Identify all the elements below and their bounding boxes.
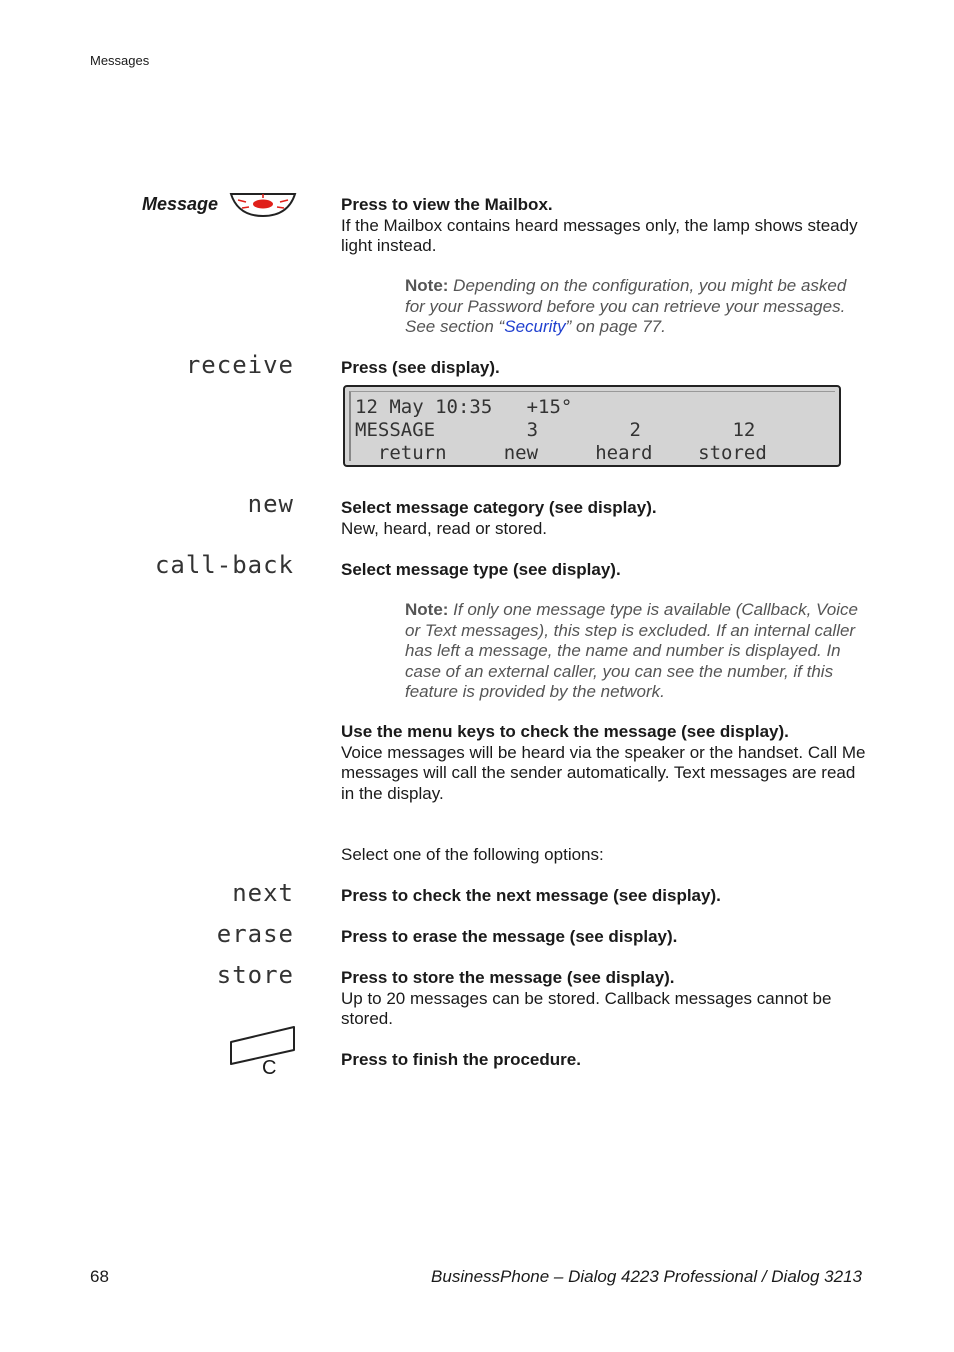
display-line-1: 12 May 10:35 +15°: [355, 396, 573, 418]
step-heading: Press to erase the message (see display).: [341, 927, 678, 946]
step-heading: Use the menu keys to check the message (see display).: [341, 722, 789, 741]
step-heading: Press to store the message (see display).: [341, 968, 675, 987]
step-store: [341, 968, 866, 1030]
step-select-type: [341, 560, 866, 581]
message-key-label: Message: [142, 194, 219, 214]
step-view-mailbox: [341, 195, 866, 257]
step-finish: [341, 1050, 866, 1071]
note-text-end: ” on page 77.: [565, 317, 666, 336]
step-receive: [341, 358, 866, 379]
note-label: Note:: [405, 276, 449, 295]
step-erase: [341, 927, 866, 948]
message-lamp-key-icon[interactable]: [228, 190, 298, 220]
step-text: New, heard, read or stored.: [341, 518, 548, 538]
note-text: Depending on the configuration, you might be asked for your Password before you can retrieve your messages. See section “: [405, 276, 847, 336]
step-heading: Select message category (see display).: [341, 498, 657, 517]
receive-softkey[interactable]: receive: [185, 351, 294, 379]
step-text: If the Mailbox contains heard messages only, the lamp shows steady light instead.: [341, 215, 858, 255]
step-heading: Select message type (see display).: [341, 560, 621, 579]
phone-display: [343, 385, 841, 467]
note-password: [405, 276, 865, 338]
display-line-3: return new heard stored: [355, 442, 767, 464]
note-message-type: [405, 600, 865, 703]
next-softkey[interactable]: next: [232, 879, 294, 907]
section-header: Messages: [90, 53, 150, 68]
call-back-softkey[interactable]: call-back: [154, 551, 294, 579]
footer-title: BusinessPhone – Dialog 4223 Professional / Dialog 3213: [431, 1267, 862, 1286]
note-label: Note:: [405, 600, 449, 619]
step-heading: Press to check the next message (see display).: [341, 886, 721, 905]
note-text: If only one message type is available (Callback, Voice or Text messages), this step is excluded. If an internal caller has left a message, the name and number is displayed. In case of an external caller, you can see the number, if this feature is provided by the network.: [405, 600, 858, 701]
options-intro: Select one of the following options:: [341, 845, 604, 864]
step-select-category: [341, 498, 866, 539]
page-number: 68: [90, 1267, 109, 1286]
step-heading: Press to finish the procedure.: [341, 1050, 581, 1069]
security-link[interactable]: Security: [504, 317, 566, 336]
new-softkey[interactable]: new: [247, 490, 294, 518]
store-softkey[interactable]: store: [216, 961, 294, 989]
step-heading: Press (see display).: [341, 358, 500, 377]
step-text: Voice messages will be heard via the speaker or the handset. Call Me messages will call the sender automatically. Text messages are read in the display.: [341, 742, 866, 803]
erase-softkey[interactable]: erase: [216, 920, 294, 948]
clear-key-letter: C: [262, 1057, 277, 1079]
display-line-2: MESSAGE 3 2 12: [355, 419, 756, 441]
step-next: [341, 886, 866, 907]
step-text: Up to 20 messages can be stored. Callback messages cannot be stored.: [341, 988, 832, 1028]
step-menu-keys: [341, 722, 866, 804]
step-heading: Press to view the Mailbox.: [341, 195, 553, 214]
